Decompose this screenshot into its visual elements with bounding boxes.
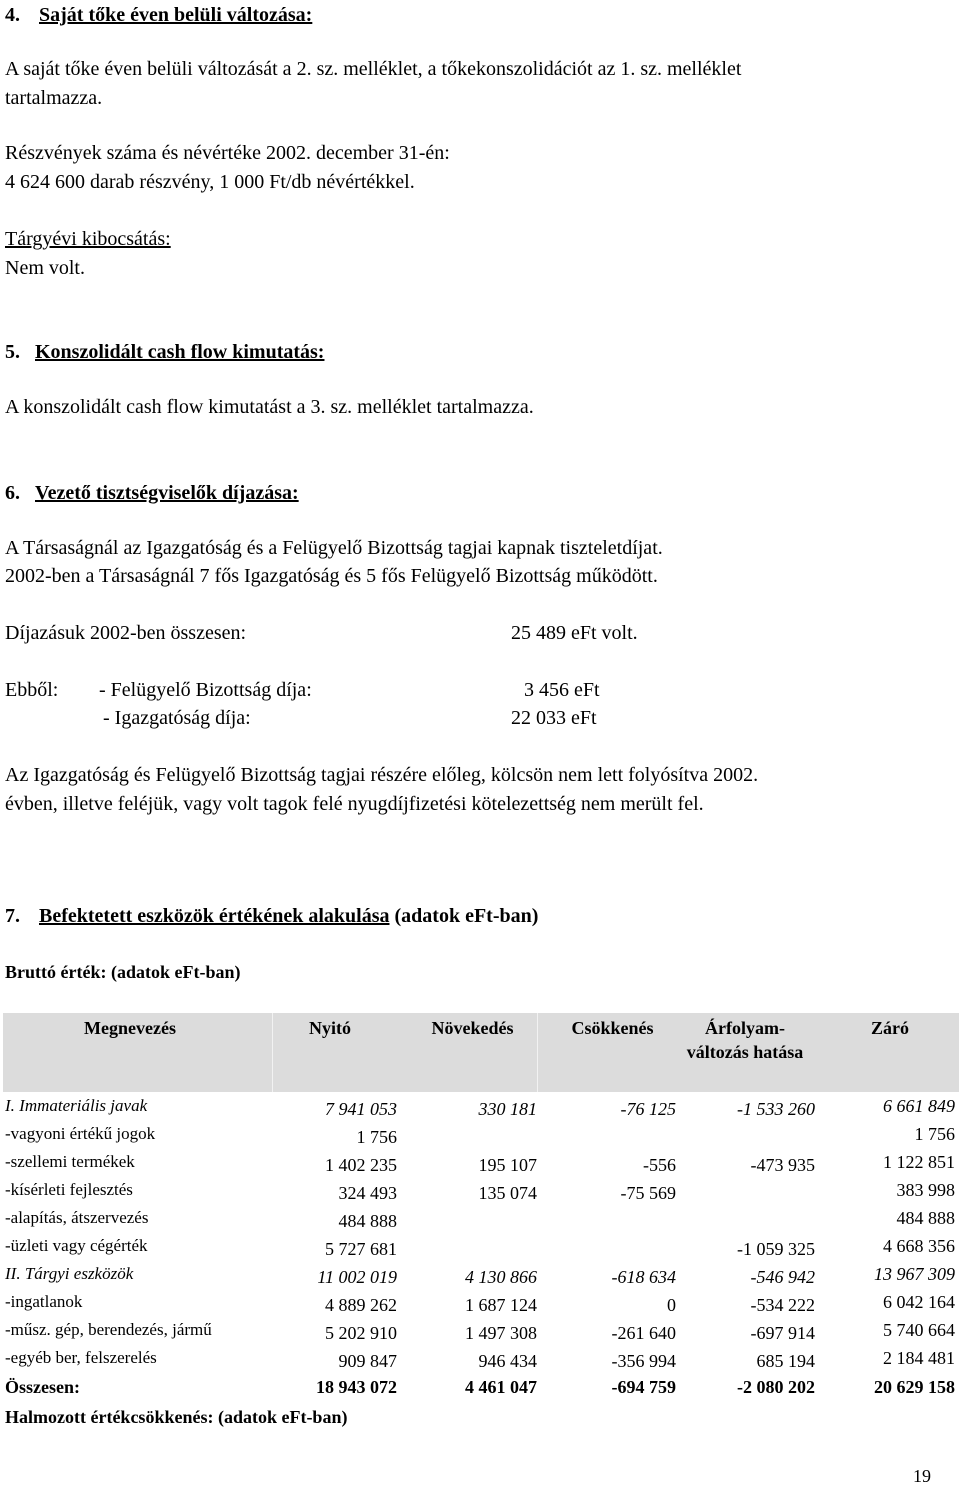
row-name: Összesen: (5, 1377, 80, 1397)
cell-decrease: -76 125 (620, 1099, 676, 1119)
cell-increase: 1 687 124 (465, 1295, 537, 1315)
section-6-number: 6. (5, 482, 20, 504)
ebbol-label: Ebből: (5, 679, 59, 701)
issuance-label: Tárgyévi kibocsátás: (5, 228, 171, 250)
remuneration-total-label: Díjazásuk 2002-ben összesen: (5, 622, 247, 644)
section-6-para-line1: Az Igazgatóság és Felügyelő Bizottság tagjai részére előleg, kölcsön nem lett folyósítva 2002. (5, 764, 759, 786)
row-name: -ingatlanok (5, 1292, 83, 1311)
section-4-title: Saját tőke éven belüli változása: (39, 4, 313, 26)
section-6-line1: A Társaságnál az Igazgatóság és a Felügyelő Bizottság tagjai kapnak tiszteletdíjat. (5, 537, 663, 559)
cell-closing: 484 888 (896, 1208, 955, 1228)
section-7-number: 7. (5, 905, 20, 927)
cell-increase: 946 434 (478, 1351, 537, 1371)
cell-increase: 4 461 047 (465, 1377, 537, 1397)
row-name: -kísérleti fejlesztés (5, 1180, 133, 1199)
board-fee-value: 22 033 eFt (511, 707, 597, 729)
cell-decrease: -356 994 (611, 1351, 676, 1371)
supervisory-board-fee-value: 3 456 eFt (524, 679, 600, 701)
accumulated-depreciation-heading: Halmozott értékcsökkenés: (adatok eFt-ban) (5, 1407, 348, 1427)
cell-opening: 5 727 681 (325, 1239, 397, 1259)
cell-opening: 1 402 235 (325, 1155, 397, 1175)
section-6-para-line2: évben, illetve feléjük, vagy volt tagok felé nyugdíjfizetési kötelezettség nem merült fel. (5, 793, 704, 815)
row-name: -alapítás, átszervezés (5, 1208, 149, 1227)
table-row (0, 1236, 960, 1266)
cell-closing: 383 998 (896, 1180, 955, 1200)
cell-decrease: -694 759 (611, 1377, 676, 1397)
cell-decrease: -618 634 (611, 1267, 676, 1287)
col-header-fx-2: változás hatása (686, 1042, 804, 1062)
cell-increase: 135 074 (478, 1183, 537, 1203)
supervisory-board-fee-label: - Felügyelő Bizottság díja: (99, 679, 312, 701)
section-6-line2: 2002-ben a Társaságnál 7 fős Igazgatóság és 5 fős Felügyelő Bizottság működött. (5, 565, 658, 587)
section-5-heading (5, 341, 324, 364)
section-6-heading (5, 482, 299, 505)
issuance-value: Nem volt. (5, 257, 85, 279)
section-5-number: 5. (5, 341, 20, 363)
cell-opening: 484 888 (338, 1211, 397, 1231)
section-4-heading (5, 4, 312, 27)
cell-closing: 20 629 158 (874, 1377, 955, 1397)
table-total-row (0, 1377, 960, 1404)
cell-opening: 11 002 019 (317, 1267, 397, 1287)
cell-opening: 5 202 910 (325, 1323, 397, 1343)
board-fee-label: - Igazgatóság díja: (103, 707, 251, 729)
col-header-decrease: Csökkenés (571, 1018, 654, 1038)
row-name: II. Tárgyi eszközök (5, 1264, 134, 1283)
table-row (0, 1348, 960, 1378)
section-5-title: Konszolidált cash flow kimutatás: (35, 341, 325, 363)
section-4-p2-line1: Részvények száma és névértéke 2002. december 31-én: (5, 142, 450, 164)
table-row (0, 1096, 960, 1126)
cell-fx: -534 222 (750, 1295, 815, 1315)
cell-opening: 1 756 (356, 1127, 397, 1147)
row-name: -szellemi termékek (5, 1152, 135, 1171)
section-7-unit: (adatok eFt-ban) (394, 905, 539, 927)
section-4-p1-line1: A saját tőke éven belüli változását a 2. sz. melléklet, a tőkekonszolidációt az 1. sz. melléklet (5, 58, 742, 80)
col-header-fx-1: Árfolyam- (705, 1018, 785, 1038)
cell-opening: 909 847 (338, 1351, 397, 1371)
cell-increase: 1 497 308 (465, 1323, 537, 1343)
cell-opening: 7 941 053 (325, 1099, 397, 1119)
row-name: -műsz. gép, berendezés, jármű (5, 1320, 212, 1339)
cell-fx: -1 533 260 (737, 1099, 815, 1119)
cell-decrease: -75 569 (620, 1183, 676, 1203)
section-6-title: Vezető tisztségviselők díjazása: (35, 482, 299, 504)
section-4-p2-line2: 4 624 600 darab részvény, 1 000 Ft/db névértékkel. (5, 171, 415, 193)
cell-closing: 1 122 851 (883, 1152, 955, 1172)
table-row (0, 1208, 960, 1238)
col-header-name: Megnevezés (84, 1018, 176, 1038)
cell-increase: 195 107 (478, 1155, 537, 1175)
section-7-title: Befektetett eszközök értékének alakulása (39, 905, 390, 927)
col-header-increase: Növekedés (431, 1018, 514, 1038)
row-name: -egyéb ber, felszerelés (5, 1348, 157, 1367)
cell-fx: -473 935 (750, 1155, 815, 1175)
section-4-number: 4. (5, 4, 20, 26)
section-5-text: A konszolidált cash flow kimutatást a 3. sz. melléklet tartalmazza. (5, 396, 534, 418)
col-header-opening: Nyitó (309, 1018, 351, 1038)
cell-opening: 18 943 072 (316, 1377, 397, 1397)
row-name: I. Immateriális javak (5, 1096, 148, 1115)
cell-fx: -546 942 (750, 1267, 815, 1287)
section-4-p1-line2: tartalmazza. (5, 87, 103, 109)
cell-closing: 5 740 664 (883, 1320, 955, 1340)
cell-closing: 4 668 356 (883, 1236, 955, 1256)
cell-opening: 4 889 262 (325, 1295, 397, 1315)
remuneration-total-value: 25 489 eFt volt. (511, 622, 638, 644)
table-row (0, 1264, 960, 1294)
table-row (0, 1124, 960, 1154)
col-header-closing: Záró (871, 1018, 909, 1038)
gross-value-heading: Bruttó érték: (adatok eFt-ban) (5, 962, 241, 982)
table-row (0, 1320, 960, 1350)
cell-closing: 6 661 849 (883, 1096, 955, 1116)
table-row (0, 1152, 960, 1182)
section-7-heading (5, 905, 538, 928)
row-name: -vagyoni értékű jogok (5, 1124, 156, 1143)
cell-fx: 685 194 (756, 1351, 815, 1371)
cell-closing: 2 184 481 (883, 1348, 955, 1368)
cell-decrease: -261 640 (611, 1323, 676, 1343)
table-row (0, 1180, 960, 1210)
cell-increase: 4 130 866 (465, 1267, 537, 1287)
cell-closing: 1 756 (914, 1124, 955, 1144)
page-number: 19 (913, 1466, 931, 1486)
cell-fx: -2 080 202 (737, 1377, 815, 1397)
row-name: -üzleti vagy cégérték (5, 1236, 148, 1255)
cell-increase: 330 181 (478, 1099, 537, 1119)
cell-closing: 6 042 164 (883, 1292, 955, 1312)
cell-fx: -1 059 325 (737, 1239, 815, 1259)
cell-fx: -697 914 (750, 1323, 815, 1343)
cell-decrease: -556 (643, 1155, 676, 1175)
cell-decrease: 0 (667, 1295, 676, 1315)
cell-closing: 13 967 309 (874, 1264, 955, 1284)
cell-opening: 324 493 (338, 1183, 397, 1203)
table-row (0, 1292, 960, 1322)
